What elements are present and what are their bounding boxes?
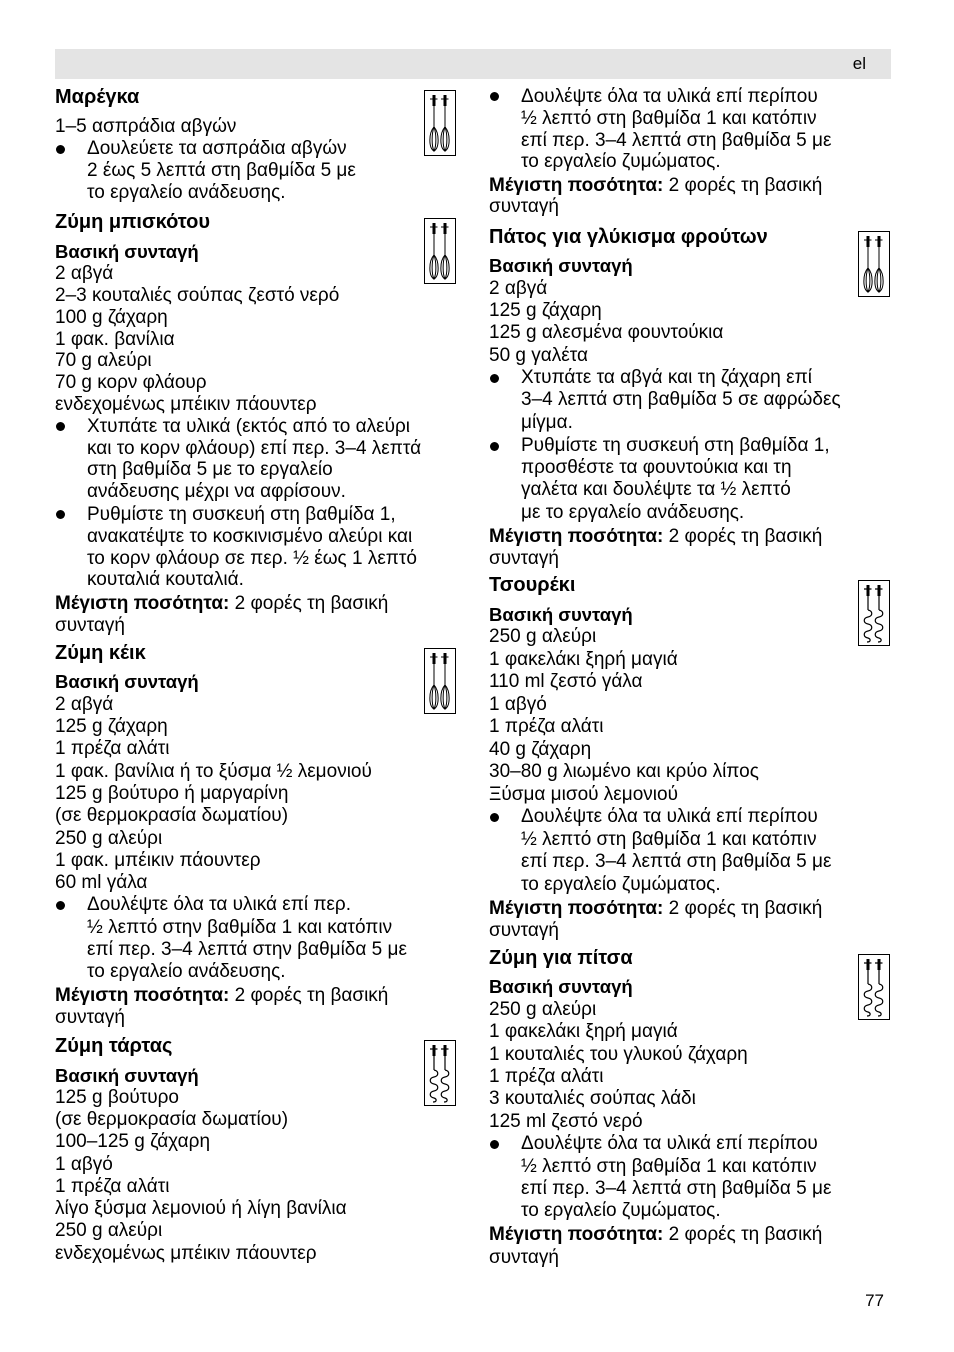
instruction-line: γαλέτα και δουλέψτε τα ½ λεπτό bbox=[521, 479, 791, 501]
bullet-icon bbox=[56, 422, 65, 431]
bullet-icon bbox=[56, 901, 65, 910]
max-quantity-value: συνταγή bbox=[489, 547, 559, 569]
ingredient-line: 3 κουταλιές σούπας λάδι bbox=[489, 1088, 696, 1110]
instruction-line: επί περ. 3–4 λεπτά στην βαθμίδα 5 με bbox=[87, 939, 407, 961]
ingredient-line: 125 g ζάχαρη bbox=[55, 716, 168, 738]
instruction-line: το εργαλείο ανάδευσης. bbox=[87, 181, 286, 203]
ingredient-line: λίγο ξύσμα λεμονιού ή λίγη βανίλια bbox=[55, 1198, 347, 1219]
recipe-subtitle: Βασική συνταγή bbox=[489, 976, 633, 998]
ingredient-line: ενδεχομένως μπέικιν πάουντερ bbox=[55, 394, 317, 416]
max-quantity-value: συνταγή bbox=[55, 1007, 125, 1029]
recipe-tart-dough-continued bbox=[489, 86, 891, 218]
whisk-icon bbox=[424, 218, 456, 284]
instruction-line: επί περ. 3–4 λεπτά στη βαθμίδα 5 με bbox=[521, 1178, 832, 1199]
instruction-line: Ρυθμίστε τη συσκευή στη βαθμίδα 1, bbox=[87, 504, 396, 526]
max-quantity-value: συνταγή bbox=[489, 196, 559, 218]
max-quantity-label: Μέγιστη ποσότητα: bbox=[489, 897, 664, 919]
bullet-icon bbox=[56, 510, 65, 519]
instruction-step bbox=[489, 367, 891, 434]
max-quantity-label: Μέγιστη ποσότητα: bbox=[489, 174, 664, 196]
instruction-line: κουταλιά κουταλιά. bbox=[87, 569, 244, 591]
instruction-line: ανάδευσης μέχρι να αφρίσουν. bbox=[87, 481, 346, 503]
instruction-line: Δουλέψτε όλα τα υλικά επί περίπου bbox=[521, 1133, 818, 1155]
ingredient-line: 70 g αλεύρι bbox=[55, 350, 152, 372]
instruction-line: και το κορν φλάουρ) επί περ. 3–4 λεπτά bbox=[87, 437, 422, 459]
bullet-icon bbox=[490, 92, 499, 101]
ingredient-line: 110 ml ζεστό γάλα bbox=[489, 671, 643, 692]
recipe-meringue bbox=[55, 87, 457, 204]
ingredient-line: 1 πρέζα αλάτι bbox=[55, 738, 170, 760]
recipe-subtitle: Βασική συνταγή bbox=[55, 671, 199, 693]
ingredient-line: ενδεχομένως μπέικιν πάουντερ bbox=[55, 1242, 317, 1264]
ingredient-line: 125 g βούτυρο ή μαργαρίνη bbox=[55, 782, 289, 804]
max-quantity bbox=[55, 985, 457, 1030]
max-quantity-value: 2 φορές τη βασική bbox=[668, 897, 823, 919]
instruction-line: 3–4 λεπτά στη βαθμίδα 5 σε αφρώδες bbox=[521, 389, 841, 411]
recipe-subtitle: Βασική συνταγή bbox=[489, 255, 633, 277]
ingredient-line: 250 g αλεύρι bbox=[489, 626, 597, 647]
instruction-line: επί περ. 3–4 λεπτά στη βαθμίδα 5 με bbox=[521, 129, 832, 151]
instruction-line: Χτυπάτε τα υλικά (εκτός από το αλεύρι bbox=[87, 415, 410, 437]
recipe-title: Πάτος για γλύκισμα φρούτων bbox=[489, 226, 768, 248]
recipe-tsoureki bbox=[489, 574, 891, 943]
instruction-line: το εργαλείο ζυμώματος. bbox=[521, 1200, 721, 1222]
kneading-hook-icon bbox=[858, 580, 890, 646]
bullet-icon bbox=[490, 374, 499, 383]
recipe-subtitle: Βασική συνταγή bbox=[55, 1064, 199, 1086]
instruction-line: Δουλέψτε όλα τα υλικά επί περ. bbox=[87, 894, 351, 916]
bullet-icon bbox=[56, 145, 65, 154]
ingredient-line: 2 αβγά bbox=[55, 263, 114, 285]
page-number: 77 bbox=[865, 1291, 884, 1310]
instruction-line: Ρυθμίστε τη συσκευή στη βαθμίδα 1, bbox=[521, 434, 830, 456]
ingredient-line: (σε θερμοκρασία δωματίου) bbox=[55, 805, 289, 827]
ingredient-line: 1 φακ. βανίλια bbox=[55, 328, 175, 350]
ingredient-line: 250 g αλεύρι bbox=[55, 827, 163, 849]
ingredient-line: 30–80 g λιωμένο και κρύο λίπος bbox=[489, 761, 759, 782]
ingredient-line: 250 g αλεύρι bbox=[55, 1220, 163, 1242]
instruction-step bbox=[55, 504, 457, 591]
ingredient-line: 1 αβγό bbox=[489, 693, 547, 715]
instruction-line: το κορν φλάουρ σε περ. ½ έως 1 λεπτό bbox=[87, 547, 417, 569]
ingredient-line: 125 g ζάχαρη bbox=[489, 300, 602, 322]
recipe-subtitle: Βασική συνταγή bbox=[55, 241, 199, 263]
instruction-line: το εργαλείο ζυμώματος. bbox=[521, 873, 721, 895]
recipe-title: Ζύμη κέικ bbox=[55, 642, 146, 664]
bullet-icon bbox=[490, 813, 499, 822]
ingredient-line: 100–125 g ζάχαρη bbox=[55, 1131, 211, 1153]
max-quantity-label: Μέγιστη ποσότητα: bbox=[489, 525, 664, 547]
ingredient-line: 250 g αλεύρι bbox=[489, 998, 597, 1020]
instruction-step bbox=[489, 435, 891, 524]
ingredient-line: 70 g κορν φλάουρ bbox=[55, 372, 207, 394]
instruction-line: ½ λεπτό στη βαθμίδα 1 και κατόπιν bbox=[521, 1155, 817, 1177]
max-quantity-label: Μέγιστη ποσότητα: bbox=[55, 985, 230, 1007]
instruction-step bbox=[55, 138, 457, 203]
max-quantity-value: 2 φορές τη βασική bbox=[668, 1224, 823, 1246]
ingredient-line: Ξύσμα μισού λεμονιού bbox=[489, 783, 678, 805]
instruction-line: επί περ. 3–4 λεπτά στη βαθμίδα 5 με bbox=[521, 851, 832, 872]
recipe-biscuit-dough bbox=[55, 212, 457, 636]
ingredient-line: 1 αβγό bbox=[55, 1153, 113, 1175]
recipe-cake-dough bbox=[55, 642, 457, 1030]
language-code: el bbox=[852, 54, 866, 73]
ingredient-line: 2 αβγά bbox=[55, 693, 114, 715]
max-quantity-value: συνταγή bbox=[55, 614, 125, 636]
instruction-line: το εργαλείο ζυμώματος. bbox=[521, 151, 721, 173]
recipe-pizza-dough bbox=[489, 947, 891, 1269]
max-quantity-label: Μέγιστη ποσότητα: bbox=[55, 592, 230, 614]
ingredient-line: 1 κουταλιές του γλυκού ζάχαρη bbox=[489, 1043, 748, 1065]
recipe-title: Τσουρέκι bbox=[489, 574, 576, 596]
ingredient-line: 1 πρέζα αλάτι bbox=[489, 1066, 604, 1088]
recipe-title: Ζύμη μπισκότου bbox=[55, 211, 211, 233]
recipe-tart-dough bbox=[55, 1035, 457, 1265]
instruction-line: προσθέστε τα φουντούκια και τη bbox=[521, 457, 792, 479]
recipe-fruit-flan-base bbox=[489, 226, 891, 570]
max-quantity-value: 2 φορές τη βασική bbox=[668, 525, 823, 547]
bullet-icon bbox=[490, 1140, 499, 1149]
instruction-line: Δουλεύετε τα ασπράδια αβγών bbox=[87, 138, 347, 160]
recipe-title: Μαρέγκα bbox=[55, 86, 140, 108]
instruction-step bbox=[489, 1133, 891, 1223]
max-quantity bbox=[489, 526, 891, 571]
instruction-line: ½ λεπτό στη βαθμίδα 1 και κατόπιν bbox=[521, 828, 817, 850]
max-quantity-value: 2 φορές τη βασική bbox=[668, 174, 823, 196]
ingredient-line: 50 g γαλέτα bbox=[489, 344, 588, 366]
recipe-title: Ζύμη τάρτας bbox=[55, 1035, 173, 1057]
instruction-line: Δουλέψτε όλα τα υλικά επί περίπου bbox=[521, 86, 818, 107]
instruction-line: ½ λεπτό στην βαθμίδα 1 και κατόπιν bbox=[87, 916, 393, 938]
ingredient-line: 1 φακελάκι ξηρή μαγιά bbox=[489, 648, 678, 670]
ingredient-line: 1 φακ. μπέικιν πάουντερ bbox=[55, 849, 261, 871]
instruction-line: μίγμα. bbox=[521, 411, 573, 433]
ingredient-line: 125 ml ζεστό νερό bbox=[489, 1110, 643, 1132]
max-quantity-value: συνταγή bbox=[489, 1246, 559, 1268]
ingredient-line: 40 g ζάχαρη bbox=[489, 738, 592, 760]
whisk-icon bbox=[858, 231, 890, 297]
instruction-step bbox=[55, 894, 457, 983]
ingredient-line: (σε θερμοκρασία δωματίου) bbox=[55, 1109, 289, 1130]
ingredient-line: 1–5 ασπράδια αβγών bbox=[55, 116, 237, 138]
instruction-line: με το εργαλείο ανάδευσης. bbox=[521, 501, 745, 523]
instruction-step bbox=[55, 416, 457, 503]
ingredient-line: 1 φακ. βανίλια ή το ξύσμα ½ λεμονιού bbox=[55, 760, 372, 782]
instruction-line: Δουλέψτε όλα τα υλικά επί περίπου bbox=[521, 806, 818, 827]
ingredient-line: 100 g ζάχαρη bbox=[55, 306, 168, 328]
max-quantity-value: συνταγή bbox=[489, 920, 559, 941]
ingredient-line: 2 αβγά bbox=[489, 277, 548, 299]
max-quantity-value: 2 φορές τη βασική bbox=[234, 592, 389, 614]
whisk-icon bbox=[424, 648, 456, 714]
instruction-line: 2 έως 5 λεπτά στη βαθμίδα 5 με bbox=[87, 160, 356, 182]
max-quantity-value: 2 φορές τη βασική bbox=[234, 985, 389, 1007]
instruction-line: στη βαθμίδα 5 με το εργαλείο bbox=[87, 459, 333, 481]
max-quantity bbox=[489, 1224, 891, 1269]
max-quantity bbox=[489, 898, 891, 943]
bullet-icon bbox=[490, 442, 499, 451]
ingredient-line: 1 πρέζα αλάτι bbox=[489, 716, 604, 737]
instruction-step bbox=[489, 86, 891, 173]
instruction-line: Χτυπάτε τα αβγά και τη ζάχαρη επί bbox=[521, 366, 812, 388]
ingredient-line: 60 ml γάλα bbox=[55, 872, 148, 894]
max-quantity bbox=[489, 175, 891, 219]
instruction-step bbox=[489, 806, 891, 896]
recipe-subtitle: Βασική συνταγή bbox=[489, 603, 633, 625]
ingredient-line: 2–3 κουταλιές σούπας ζεστό νερό bbox=[55, 285, 340, 307]
instruction-line: το εργαλείο ανάδευσης. bbox=[87, 961, 286, 983]
max-quantity-label: Μέγιστη ποσότητα: bbox=[489, 1224, 664, 1246]
ingredient-line: 1 φακελάκι ξηρή μαγιά bbox=[489, 1021, 678, 1043]
kneading-hook-icon bbox=[858, 954, 890, 1020]
kneading-hook-icon bbox=[424, 1040, 456, 1106]
recipe-title: Ζύμη για πίτσα bbox=[489, 947, 633, 969]
ingredient-line: 125 g αλεσμένα φουντούκια bbox=[489, 322, 724, 344]
instruction-line: ½ λεπτό στη βαθμίδα 1 και κατόπιν bbox=[521, 107, 817, 129]
instruction-line: ανακατέψτε το κοσκινισμένο αλεύρι και bbox=[87, 525, 413, 547]
ingredient-line: 125 g βούτυρο bbox=[55, 1086, 179, 1108]
max-quantity bbox=[55, 593, 457, 637]
header-bar bbox=[55, 49, 891, 79]
ingredient-line: 1 πρέζα αλάτι bbox=[55, 1175, 170, 1197]
